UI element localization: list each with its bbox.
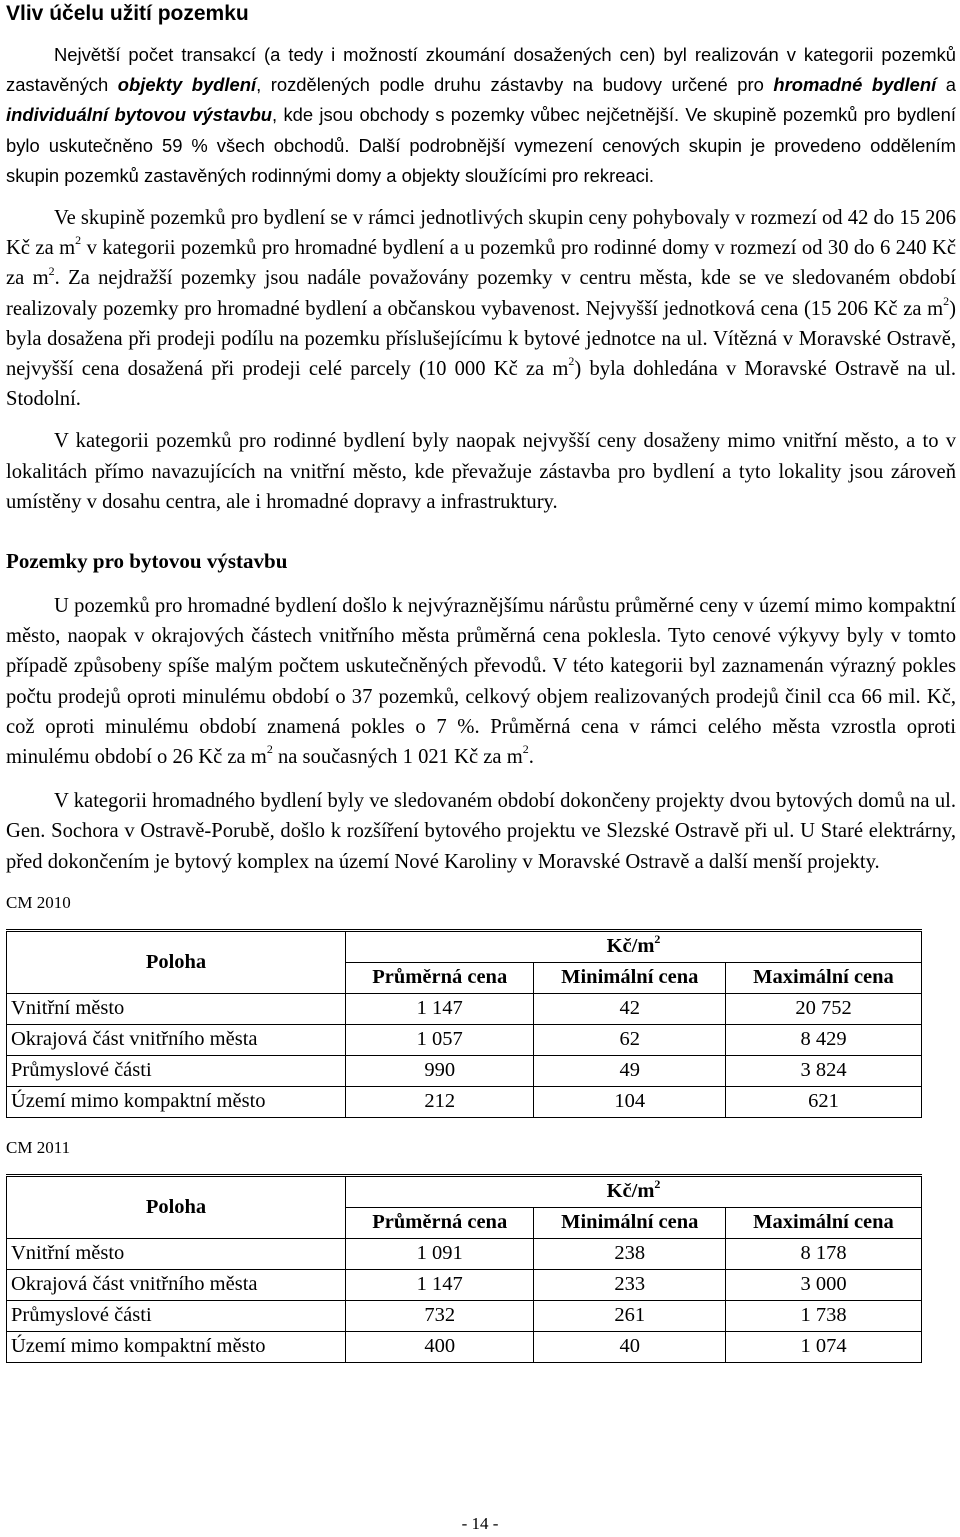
table-label-2010: CM 2010 — [6, 892, 71, 912]
price-table-2010 — [6, 929, 922, 1118]
location-cell: Území mimo kompaktní město — [7, 1086, 346, 1117]
avg-cell: 1 147 — [346, 993, 534, 1024]
family-housing-paragraph: V kategorii pozemků pro rodinné bydlení byly naopak nejvyšší ceny dosaženy mimo vnitřní město, a to v lokalitách přímo navazujících na vnitřní město, kde převažuje zástavba pro bydlení a tyto lokality jsou zároveň umístěny v dosahu centra, ale i hromadné dopravy a infrastruktury. — [6, 430, 956, 513]
column-header-avg: Průměrná cena — [346, 1207, 534, 1238]
column-header-avg: Průměrná cena — [346, 962, 534, 993]
column-header-max: Maximální cena — [726, 962, 922, 993]
avg-cell: 1 057 — [346, 1024, 534, 1055]
min-cell: 62 — [534, 1024, 726, 1055]
column-header-max: Maximální cena — [726, 1207, 922, 1238]
section-heading: Vliv účelu užití pozemku — [6, 2, 249, 25]
table-row — [7, 993, 922, 1024]
location-cell: Průmyslové části — [7, 1300, 346, 1331]
max-cell: 3 000 — [726, 1269, 922, 1300]
column-header-min: Minimální cena — [534, 962, 726, 993]
price-table-2011 — [6, 1174, 922, 1363]
max-cell: 3 824 — [726, 1055, 922, 1086]
column-header-unit: $Kč/m^2$ — [346, 930, 922, 962]
intro-paragraph: Největší počet transakcí (a tedy i možností zkoumání dosažených cen) byl realizován v kategorii pozemků zastavěných objekty bydlení, rozdělených podle druhu zástavby na budovy určené pro hromadné bydlení a individuální bytovou výstavbu, kde jsou obchody s pozemky vůbec nejčetnější. Ve skupině pozemků pro bydlení bylo uskutečněno 59 % všech obchodů. Další podrobnější vymezení cenových skupin je provedeno oddělením skupin pozemků zastavěných rodinnými domy a objekty sloužícími pro rekreaci. — [6, 44, 957, 186]
column-header-location: Poloha — [7, 1175, 346, 1238]
location-cell: Vnitřní město — [7, 993, 346, 1024]
min-cell: 42 — [534, 993, 726, 1024]
max-cell: 1 738 — [726, 1300, 922, 1331]
min-cell: 40 — [534, 1331, 726, 1362]
max-cell: 1 074 — [726, 1331, 922, 1362]
location-cell: Území mimo kompaktní město — [7, 1331, 346, 1362]
table-row — [7, 1300, 922, 1331]
document-page — [6, 0, 956, 1363]
min-cell: 238 — [534, 1238, 726, 1269]
table-row — [7, 1238, 922, 1269]
location-cell: Okrajová část vnitřního města — [7, 1269, 346, 1300]
location-cell: Vnitřní město — [7, 1238, 346, 1269]
table-row — [7, 1086, 922, 1117]
table-row — [7, 1024, 922, 1055]
table-row — [7, 1269, 922, 1300]
apartment-land-paragraph: U pozemků pro hromadné bydlení došlo k nejvýraznějšímu nárůstu průměrné ceny v území mimo kompaktní město, naopak v okrajových částech vnitřního města průměrná cena poklesla. Tyto cenové výkyvy byly v tomto případě způsobeny spíše malým počtem uskutečněných převodů. V této kategorii byl zaznamenán výrazný pokles počtu prodejů oproti minulému období o 37 pozemků, celkový objem realizovaných prodejů činil cca 66 mil. Kč, což oproti minulému období znamená pokles o 7 %. Průměrná cena v rámci celého města vzrostla oproti minulému období o 26 Kč za $m^2$ na současných 1 021 Kč za $m^2$. — [6, 595, 956, 769]
avg-cell: 1 147 — [346, 1269, 534, 1300]
min-cell: 233 — [534, 1269, 726, 1300]
column-header-min: Minimální cena — [534, 1207, 726, 1238]
subsection-heading: Pozemky pro bytovou výstavbu — [6, 549, 288, 574]
avg-cell: 732 — [346, 1300, 534, 1331]
table-label-2011: CM 2011 — [6, 1137, 71, 1157]
location-cell: Okrajová část vnitřního města — [7, 1024, 346, 1055]
table-row — [7, 1331, 922, 1362]
avg-cell: 212 — [346, 1086, 534, 1117]
min-cell: 261 — [534, 1300, 726, 1331]
table-row — [7, 1055, 922, 1086]
column-header-location: Poloha — [7, 930, 346, 993]
page-number: - 14 - — [461, 1514, 499, 1533]
max-cell: 621 — [726, 1086, 922, 1117]
avg-cell: 1 091 — [346, 1238, 534, 1269]
avg-cell: 400 — [346, 1331, 534, 1362]
min-cell: 104 — [534, 1086, 726, 1117]
column-header-unit: $Kč/m^2$ — [346, 1175, 922, 1207]
max-cell: 8 429 — [726, 1024, 922, 1055]
avg-cell: 990 — [346, 1055, 534, 1086]
location-cell: Průmyslové části — [7, 1055, 346, 1086]
max-cell: 8 178 — [726, 1238, 922, 1269]
projects-paragraph: V kategorii hromadného bydlení byly ve sledovaném období dokončeny projekty dvou bytových domů na ul. Gen. Sochora v Ostravě-Porubě, došlo k rozšíření bytového projektu ve Slezské Ostravě při ul. U Staré elektrárny, před dokončením je bytový komplex na území Nové Karoliny v Moravské Ostravě a další menší projekty. — [6, 790, 956, 873]
price-range-paragraph: Ve skupině pozemků pro bydlení se v rámci jednotlivých skupin ceny pohybovaly v rozmezí od 42 do 15 206 Kč za $m^2$ v kategorii pozemků pro hromadné bydlení a u pozemků pro rodinné domy v rozmezí od 30 do 6 240 Kč za $m^2$. Za nejdražší pozemky jsou nadále považovány pozemky v centru města, kde se ve sledovaném období realizovaly pozemky pro hromadné bydlení a občanskou vybavenost. Nejvyšší jednotková cena (15 206 Kč za $m^2$) byla dosažena při prodeji podílu na pozemku příslušejícímu k bytové jednotce na ul. Vítězná v Moravské Ostravě, nejvyšší cena dosažená při prodeji celé parcely (10 000 Kč za $m^2$) byla dohledána v Moravské Ostravě na ul. Stodolní. — [6, 207, 957, 411]
max-cell: 20 752 — [726, 993, 922, 1024]
min-cell: 49 — [534, 1055, 726, 1086]
